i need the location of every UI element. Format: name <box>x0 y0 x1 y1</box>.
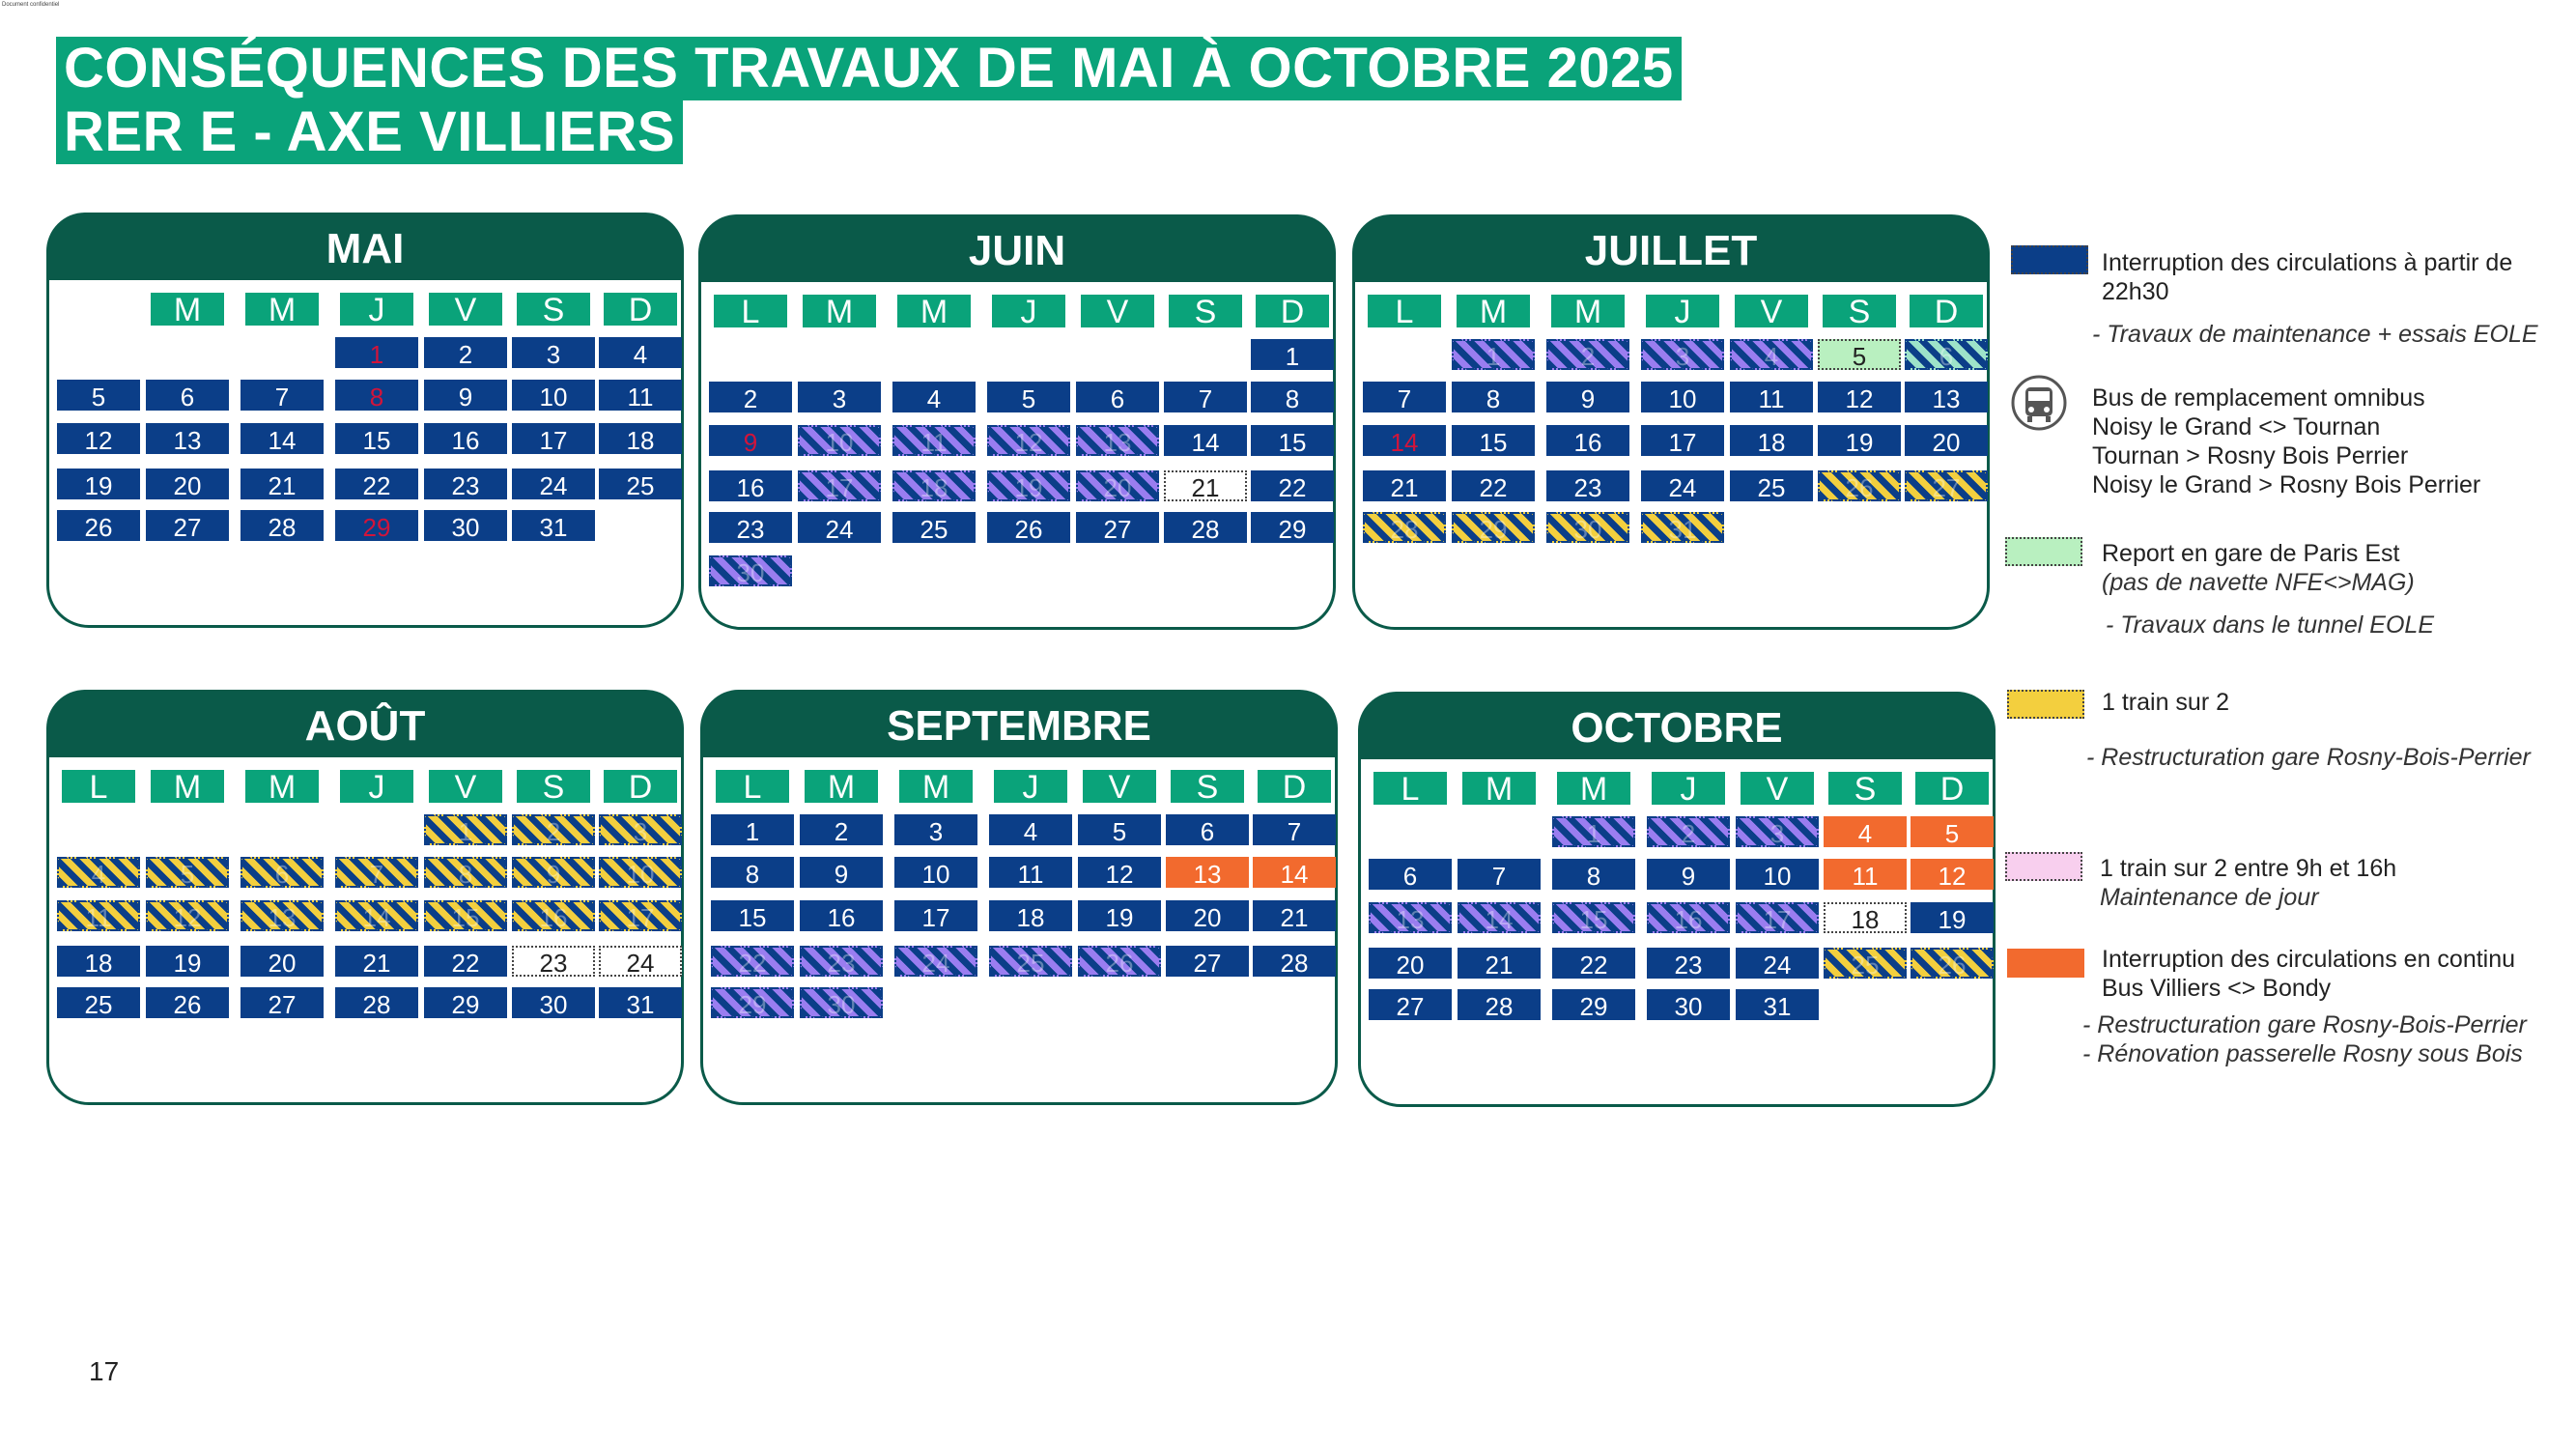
page-number: 17 <box>89 1356 120 1386</box>
legend-maintenance-eole: - Travaux de maintenance + essais EOLE <box>2092 321 2538 348</box>
weekday-header: L <box>714 295 787 327</box>
calendar-day: 9 <box>800 857 883 888</box>
calendar-day: 26 <box>57 510 140 541</box>
calendar-day: 11 <box>1824 859 1907 890</box>
calendar-day: 5 <box>1911 816 1994 847</box>
calendar-day: 29 <box>1552 989 1635 1020</box>
calendar-day: 5 <box>1818 339 1901 370</box>
calendar-day: 16 <box>424 423 507 454</box>
calendar-day: 11 <box>599 380 682 411</box>
calendar-day: 15 <box>711 900 794 931</box>
calendar-day: 21 <box>1458 948 1541 979</box>
calendar-day: 2 <box>424 337 507 368</box>
calendar-day: 1 <box>1251 339 1334 370</box>
calendar-day: 16 <box>709 470 792 501</box>
weekday-header: V <box>1735 295 1808 327</box>
calendar-day: 13 <box>146 423 229 454</box>
calendar-day: 22 <box>335 469 418 499</box>
weekday-header: M <box>803 295 876 327</box>
calendar-day: 12 <box>1818 382 1901 412</box>
weekday-header: M <box>151 770 224 803</box>
legend-orange-title: Interruption des circulations en continu <box>2102 946 2516 973</box>
calendar-day: 4 <box>989 814 1072 845</box>
calendar-day: 9 <box>709 425 792 456</box>
weekday-header: D <box>1258 770 1331 803</box>
calendar-day: 4 <box>892 382 976 412</box>
calendar-day: 3 <box>894 814 977 845</box>
calendar-day: 18 <box>1730 425 1813 456</box>
legend-interruption: Interruption des circulations à partir de <box>2102 249 2513 276</box>
calendar-day: 6 <box>146 380 229 411</box>
calendar-day: 7 <box>335 857 418 888</box>
calendar-day: 10 <box>599 857 682 888</box>
calendar-day: 15 <box>424 900 507 931</box>
calendar-day: 23 <box>800 946 883 977</box>
calendar-day: 27 <box>1905 470 1988 501</box>
calendar-day: 4 <box>57 857 140 888</box>
calendar-day: 7 <box>1253 814 1336 845</box>
month-panel-4 <box>700 690 1338 1105</box>
weekday-header: S <box>517 293 590 326</box>
calendar-day: 2 <box>1647 816 1730 847</box>
calendar-day: 26 <box>1911 948 1994 979</box>
calendar-day: 14 <box>1253 857 1336 888</box>
calendar-day: 10 <box>512 380 595 411</box>
legend-one-in-two-note: - Restructuration gare Rosny-Bois-Perrier <box>2086 744 2531 771</box>
calendar-day: 11 <box>57 900 140 931</box>
weekday-header: M <box>1557 772 1630 805</box>
calendar-day: 11 <box>989 857 1072 888</box>
calendar-day: 28 <box>335 987 418 1018</box>
calendar-day: 15 <box>1251 425 1334 456</box>
weekday-header: S <box>1169 295 1242 327</box>
calendar-day: 19 <box>1078 900 1161 931</box>
weekday-header: J <box>340 293 413 326</box>
calendar-day: 24 <box>512 469 595 499</box>
legend-bus-line2: Tournan > Rosny Bois Perrier <box>2092 442 2409 469</box>
month-panel-0 <box>46 213 684 628</box>
calendar-day: 8 <box>1251 382 1334 412</box>
calendar-day: 10 <box>798 425 881 456</box>
calendar-day: 30 <box>1546 512 1629 543</box>
calendar-day: 1 <box>711 814 794 845</box>
calendar-day: 17 <box>1736 902 1819 933</box>
calendar-day: 29 <box>1251 512 1334 543</box>
calendar-day: 7 <box>1164 382 1247 412</box>
legend-swatch-blue <box>2011 245 2088 274</box>
weekday-header: M <box>899 770 973 803</box>
calendar-day: 18 <box>989 900 1072 931</box>
calendar-day: 26 <box>1078 946 1161 977</box>
calendar-day: 23 <box>512 946 595 977</box>
weekday-header: J <box>992 295 1065 327</box>
calendar-day: 30 <box>800 987 883 1018</box>
calendar-day: 14 <box>1363 425 1446 456</box>
weekday-header: M <box>1462 772 1536 805</box>
calendar-day: 13 <box>241 900 324 931</box>
calendar-day: 20 <box>1905 425 1988 456</box>
calendar-day: 6 <box>1166 814 1249 845</box>
legend-swatch-orange <box>2007 949 2084 978</box>
weekday-header: D <box>1915 772 1989 805</box>
calendar-day: 31 <box>599 987 682 1018</box>
calendar-day: 18 <box>599 423 682 454</box>
calendar-day: 12 <box>57 423 140 454</box>
calendar-day: 24 <box>894 946 977 977</box>
calendar-day: 3 <box>599 814 682 845</box>
weekday-header: S <box>1823 295 1896 327</box>
calendar-day: 26 <box>146 987 229 1018</box>
calendar-day: 23 <box>424 469 507 499</box>
legend-report-sub: (pas de navette NFE<>MAG) <box>2102 569 2415 596</box>
weekday-header: S <box>1171 770 1244 803</box>
calendar-day: 13 <box>1076 425 1159 456</box>
legend-orange-note2: - Rénovation passerelle Rosny sous Bois <box>2082 1040 2523 1067</box>
month-panel-3 <box>46 690 684 1105</box>
weekday-header: M <box>245 293 319 326</box>
calendar-day: 8 <box>335 380 418 411</box>
calendar-day: 22 <box>1452 470 1535 501</box>
calendar-day: 9 <box>1647 859 1730 890</box>
calendar-day: 8 <box>1452 382 1535 412</box>
calendar-day: 8 <box>1552 859 1635 890</box>
calendar-day: 28 <box>1164 512 1247 543</box>
calendar-day: 2 <box>800 814 883 845</box>
legend-bus-title: Bus de remplacement omnibus <box>2092 384 2425 412</box>
legend-orange-note1: - Restructuration gare Rosny-Bois-Perrier <box>2082 1011 2527 1038</box>
weekday-header: L <box>1368 295 1441 327</box>
calendar-day: 8 <box>711 857 794 888</box>
calendar-day: 16 <box>512 900 595 931</box>
calendar-day: 17 <box>798 470 881 501</box>
calendar-day: 30 <box>424 510 507 541</box>
legend-pink-sub: Maintenance de jour <box>2100 884 2319 911</box>
calendar-day: 9 <box>512 857 595 888</box>
calendar-day: 25 <box>989 946 1072 977</box>
legend-bus-line1: Noisy le Grand <> Tournan <box>2092 413 2381 440</box>
calendar-day: 2 <box>709 382 792 412</box>
calendar-day: 11 <box>892 425 976 456</box>
weekday-header: L <box>1373 772 1447 805</box>
calendar-day: 14 <box>335 900 418 931</box>
calendar-day: 30 <box>512 987 595 1018</box>
weekday-header: S <box>1828 772 1902 805</box>
calendar-day: 25 <box>1730 470 1813 501</box>
calendar-day: 6 <box>1076 382 1159 412</box>
calendar-day: 4 <box>1824 816 1907 847</box>
month-title: OCTOBRE <box>1358 692 1996 759</box>
calendar-day: 29 <box>335 510 418 541</box>
calendar-day: 18 <box>57 946 140 977</box>
legend-pink-title: 1 train sur 2 entre 9h et 16h <box>2100 855 2397 882</box>
calendar-day: 28 <box>1363 512 1446 543</box>
calendar-day: 23 <box>709 512 792 543</box>
page-subtitle: RER E - AXE VILLIERS <box>56 100 683 164</box>
weekday-header: V <box>1083 770 1156 803</box>
calendar-day: 20 <box>1166 900 1249 931</box>
calendar-day: 3 <box>512 337 595 368</box>
calendar-day: 27 <box>1369 989 1452 1020</box>
calendar-day: 22 <box>1552 948 1635 979</box>
calendar-day: 1 <box>1552 816 1635 847</box>
month-panel-5 <box>1358 692 1996 1107</box>
calendar-day: 20 <box>146 469 229 499</box>
calendar-day: 24 <box>599 946 682 977</box>
calendar-day: 30 <box>1647 989 1730 1020</box>
calendar-day: 25 <box>599 469 682 499</box>
calendar-day: 20 <box>1076 470 1159 501</box>
calendar-day: 27 <box>1166 946 1249 977</box>
calendar-day: 25 <box>1824 948 1907 979</box>
calendar-day: 10 <box>894 857 977 888</box>
calendar-day: 17 <box>512 423 595 454</box>
calendar-day: 15 <box>1452 425 1535 456</box>
calendar-day: 18 <box>1824 902 1907 933</box>
calendar-day: 22 <box>424 946 507 977</box>
weekday-header: J <box>1652 772 1725 805</box>
calendar-day: 27 <box>146 510 229 541</box>
weekday-header: V <box>429 770 502 803</box>
calendar-day: 22 <box>1251 470 1334 501</box>
weekday-header: V <box>429 293 502 326</box>
calendar-day: 3 <box>1736 816 1819 847</box>
weekday-header: M <box>805 770 878 803</box>
calendar-day: 5 <box>57 380 140 411</box>
calendar-day: 29 <box>1452 512 1535 543</box>
weekday-header: J <box>340 770 413 803</box>
calendar-day: 2 <box>512 814 595 845</box>
calendar-day: 20 <box>1369 948 1452 979</box>
weekday-header: V <box>1741 772 1814 805</box>
calendar-day: 5 <box>146 857 229 888</box>
calendar-day: 13 <box>1166 857 1249 888</box>
tiny-note: Document confidentiel <box>2 2 60 8</box>
calendar-day: 14 <box>1164 425 1247 456</box>
bus-icon <box>2011 375 2067 431</box>
legend-swatch-green <box>2005 537 2082 566</box>
calendar-day: 13 <box>1369 902 1452 933</box>
calendar-day: 14 <box>241 423 324 454</box>
calendar-day: 31 <box>1736 989 1819 1020</box>
calendar-day: 12 <box>1911 859 1994 890</box>
legend-report-title: Report en gare de Paris Est <box>2102 540 2400 567</box>
calendar-day: 30 <box>709 555 792 586</box>
legend-interruption-time: 22h30 <box>2102 278 2169 305</box>
calendar-day: 25 <box>57 987 140 1018</box>
calendar-day: 19 <box>1911 902 1994 933</box>
calendar-day: 23 <box>1546 470 1629 501</box>
calendar-day: 7 <box>1458 859 1541 890</box>
calendar-day: 6 <box>1369 859 1452 890</box>
month-title: SEPTEMBRE <box>700 690 1338 757</box>
month-title: JUIN <box>698 214 1336 282</box>
legend-orange-sub: Bus Villiers <> Bondy <box>2102 975 2332 1002</box>
calendar-day: 1 <box>424 814 507 845</box>
calendar-day: 21 <box>335 946 418 977</box>
calendar-day: 19 <box>987 470 1070 501</box>
calendar-day: 19 <box>1818 425 1901 456</box>
calendar-day: 7 <box>241 380 324 411</box>
calendar-day: 7 <box>1363 382 1446 412</box>
calendar-day: 21 <box>1253 900 1336 931</box>
weekday-header: V <box>1081 295 1154 327</box>
month-title: AOÛT <box>46 690 684 757</box>
calendar-day: 31 <box>1641 512 1724 543</box>
calendar-day: 17 <box>599 900 682 931</box>
month-panel-1 <box>698 214 1336 630</box>
calendar-day: 20 <box>241 946 324 977</box>
calendar-day: 12 <box>1078 857 1161 888</box>
calendar-day: 9 <box>424 380 507 411</box>
weekday-header: M <box>151 293 224 326</box>
calendar-day: 21 <box>1363 470 1446 501</box>
calendar-day: 17 <box>1641 425 1724 456</box>
weekday-header: D <box>604 770 677 803</box>
calendar-day: 27 <box>1076 512 1159 543</box>
calendar-day: 16 <box>1647 902 1730 933</box>
calendar-day: 4 <box>1730 339 1813 370</box>
legend-report-note: - Travaux dans le tunnel EOLE <box>2106 611 2434 639</box>
page-title: CONSÉQUENCES DES TRAVAUX DE MAI À OCTOBRE 2025 <box>56 37 1682 100</box>
calendar-day: 3 <box>798 382 881 412</box>
month-panel-2 <box>1352 214 1990 630</box>
legend-swatch-pink <box>2005 852 2082 881</box>
weekday-header: D <box>1910 295 1983 327</box>
calendar-day: 14 <box>1458 902 1541 933</box>
calendar-day: 2 <box>1546 339 1629 370</box>
weekday-header: D <box>1256 295 1329 327</box>
weekday-header: S <box>517 770 590 803</box>
calendar-day: 6 <box>1905 339 1988 370</box>
month-title: JUILLET <box>1352 214 1990 282</box>
calendar-day: 11 <box>1730 382 1813 412</box>
calendar-day: 27 <box>241 987 324 1018</box>
calendar-day: 8 <box>424 857 507 888</box>
calendar-day: 24 <box>798 512 881 543</box>
calendar-day: 5 <box>987 382 1070 412</box>
calendar-day: 18 <box>892 470 976 501</box>
calendar-day: 4 <box>599 337 682 368</box>
weekday-header: M <box>897 295 971 327</box>
calendar-day: 26 <box>1818 470 1901 501</box>
calendar-day: 24 <box>1736 948 1819 979</box>
legend-bus-line3: Noisy le Grand > Rosny Bois Perrier <box>2092 471 2481 498</box>
calendar-day: 13 <box>1905 382 1988 412</box>
weekday-header: J <box>1646 295 1719 327</box>
calendar-day: 19 <box>146 946 229 977</box>
weekday-header: M <box>1457 295 1530 327</box>
weekday-header: L <box>716 770 789 803</box>
calendar-day: 10 <box>1641 382 1724 412</box>
calendar-day: 29 <box>424 987 507 1018</box>
weekday-header: J <box>994 770 1067 803</box>
weekday-header: M <box>245 770 319 803</box>
calendar-day: 19 <box>57 469 140 499</box>
calendar-day: 16 <box>1546 425 1629 456</box>
calendar-day: 22 <box>711 946 794 977</box>
weekday-header: D <box>604 293 677 326</box>
calendar-day: 26 <box>987 512 1070 543</box>
calendar-day: 1 <box>1452 339 1535 370</box>
legend-swatch-yellow <box>2007 690 2084 719</box>
weekday-header: L <box>62 770 135 803</box>
calendar-day: 10 <box>1736 859 1819 890</box>
calendar-day: 28 <box>241 510 324 541</box>
calendar-day: 1 <box>335 337 418 368</box>
weekday-header: M <box>1551 295 1625 327</box>
calendar-day: 17 <box>894 900 977 931</box>
calendar-day: 15 <box>335 423 418 454</box>
calendar-day: 5 <box>1078 814 1161 845</box>
calendar-day: 23 <box>1647 948 1730 979</box>
calendar-day: 21 <box>1164 470 1247 501</box>
calendar-day: 6 <box>241 857 324 888</box>
calendar-day: 9 <box>1546 382 1629 412</box>
calendar-day: 16 <box>800 900 883 931</box>
calendar-day: 29 <box>711 987 794 1018</box>
calendar-day: 24 <box>1641 470 1724 501</box>
calendar-day: 28 <box>1458 989 1541 1020</box>
calendar-day: 25 <box>892 512 976 543</box>
calendar-day: 3 <box>1641 339 1724 370</box>
legend-one-in-two: 1 train sur 2 <box>2102 689 2230 716</box>
calendar-day: 21 <box>241 469 324 499</box>
calendar-day: 12 <box>987 425 1070 456</box>
month-title: MAI <box>46 213 684 280</box>
calendar-day: 12 <box>146 900 229 931</box>
calendar-day: 31 <box>512 510 595 541</box>
calendar-day: 28 <box>1253 946 1336 977</box>
calendar-day: 15 <box>1552 902 1635 933</box>
